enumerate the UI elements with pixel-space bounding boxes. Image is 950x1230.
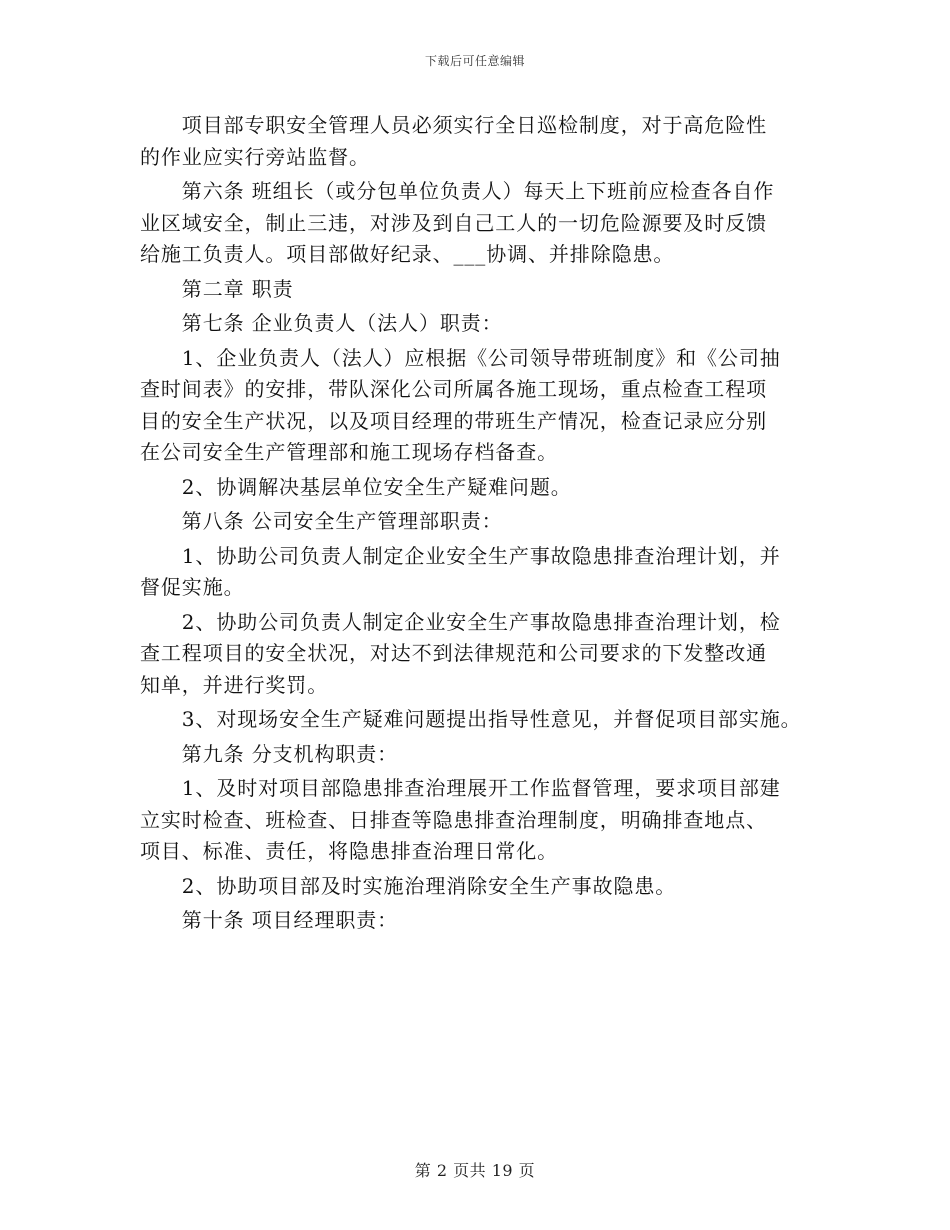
- body-line: 查工程项目的安全状况，对达不到法律规范和公司要求的下发整改通: [140, 641, 767, 665]
- page-footer: 第 2 页共 19 页: [414, 1161, 536, 1180]
- body-line: 第十条 项目经理职责：: [140, 908, 399, 932]
- body-line: 督促实施。: [140, 575, 245, 599]
- body-line: 立实时检查、班检查、日排查等隐患排查治理制度，明确排查地点、: [140, 807, 767, 832]
- body-line: 3、对现场安全生产疑难问题提出指导性意见，并督促项目部实施。: [140, 707, 802, 731]
- body-line: 第二章 职责: [140, 276, 294, 301]
- body-line: 给施工负责人。项目部做好纪录、___协调、并排除隐患。: [140, 242, 675, 266]
- body-line: 知单，并进行奖罚。: [140, 672, 329, 697]
- body-line: 2、协调解决基层单位安全生产疑难问题。: [140, 474, 572, 499]
- body-line: 2、协助项目部及时实施治理消除安全生产事故隐患。: [140, 873, 677, 898]
- body-line: 项目、标准、责任，将隐患排查治理日常化。: [140, 839, 558, 863]
- body-line: 1、协助公司负责人制定企业安全生产事故隐患排查治理计划，并: [140, 543, 781, 568]
- body-line: 的作业应实行旁站监督。: [140, 144, 370, 169]
- body-line: 查时间表》的安排，带队深化公司所属各施工现场，重点检查工程项: [140, 377, 767, 401]
- body-line: 目的安全生产状况，以及项目经理的带班生产情况，检查记录应分别: [140, 408, 767, 433]
- body-line: 项目部专职安全管理人员必须实行全日巡检制度，对于高危险性: [140, 113, 767, 137]
- body-line: 1、企业负责人（法人）应根据《公司领导带班制度》和《公司抽: [140, 345, 781, 370]
- body-line: 1、及时对项目部隐患排查治理展开工作监督管理，要求项目部建: [140, 776, 781, 800]
- body-line: 业区域安全，制止三违，对涉及到自己工人的一切危险源要及时反馈: [140, 210, 767, 235]
- body-line: 第九条 分支机构职责：: [140, 741, 399, 766]
- document-body: [140, 110, 820, 937]
- page-header: 下载后可任意编辑: [424, 54, 525, 68]
- body-line: 2、协助公司负责人制定企业安全生产事故隐患排查治理计划，检: [140, 609, 781, 634]
- body-line: 第六条 班组长（或分包单位负责人）每天上下班前应检查各自作: [140, 179, 775, 203]
- body-line: 在公司安全生产管理部和施工现场存档备查。: [140, 440, 558, 464]
- body-line: 第八条 公司安全生产管理部职责：: [140, 509, 503, 533]
- body-line: 第七条 企业负责人（法人）职责：: [140, 311, 503, 335]
